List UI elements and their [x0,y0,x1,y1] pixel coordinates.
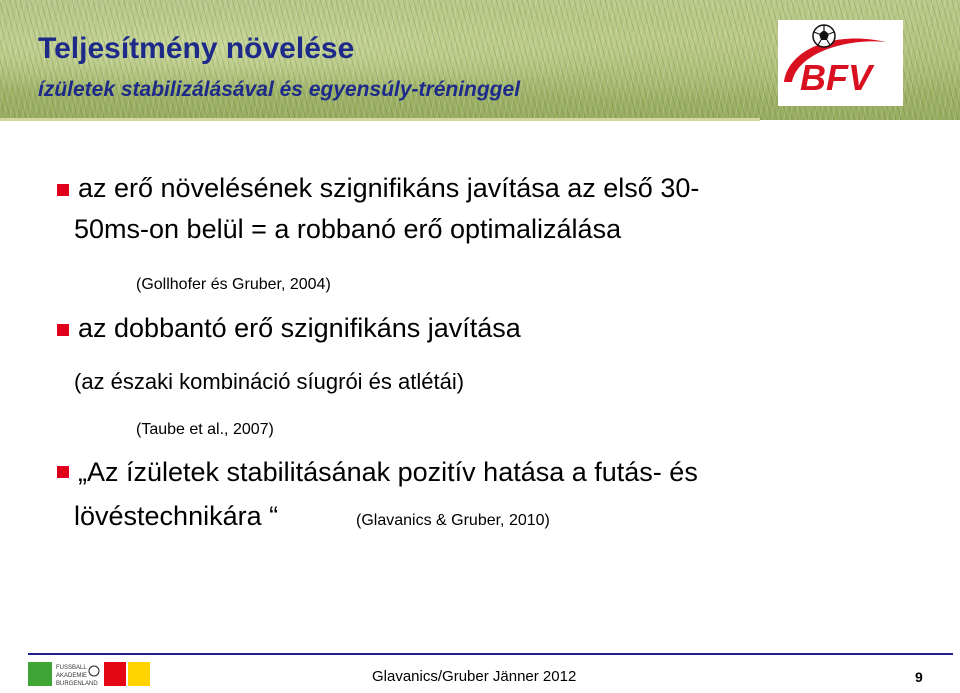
footer-divider [28,653,953,655]
item-2-reference: (Taube et al., 2007) [136,421,274,438]
item-3-line-1: „Az ízületek stabilitásának pozitív hatása a futás- és [78,457,698,487]
page-number: 9 [915,669,923,685]
football-icon [89,666,99,676]
header-banner [0,0,960,120]
logo-line-2: AKADEMIE [56,673,88,679]
fussball-akademie-logo [28,660,152,688]
soccer-ball-icon [813,25,835,47]
bullet-square-icon [57,184,69,196]
footer-author-date: Glavanics/Gruber Jänner 2012 [372,668,577,685]
bullet-square-icon [57,466,69,478]
item-2-line-2: (az északi kombináció síugrói és atlétái) [74,369,465,394]
header-divider [0,118,760,121]
item-2-line-1: az dobbantó erő szignifikáns javítása [78,313,521,343]
akademie-logo-graphic [28,660,152,688]
bfv-logo-graphic [778,20,903,106]
logo-line-3: BURGENLAND [56,681,98,687]
bfv-logo [778,20,903,106]
slide-subtitle: ízületek stabilizálásával és egyensúly-tréninggel [38,78,521,101]
logo-lettering: BFV [800,57,872,98]
slide-title: Teljesítmény növelése [38,32,355,65]
item-1-line-2: 50ms-on belül = a robbanó erő optimalizálása [74,214,622,244]
item-3-line-2: lövéstechnikára “ [74,501,279,531]
item-1-reference: (Gollhofer és Gruber, 2004) [136,276,331,293]
bullet-square-icon [57,324,69,336]
logo-line-1: FUSSBALL [56,665,87,671]
item-1-line-1: az erő növelésének szignifikáns javítása az első 30- [78,173,700,203]
item-3-reference: (Glavanics & Gruber, 2010) [356,512,550,529]
